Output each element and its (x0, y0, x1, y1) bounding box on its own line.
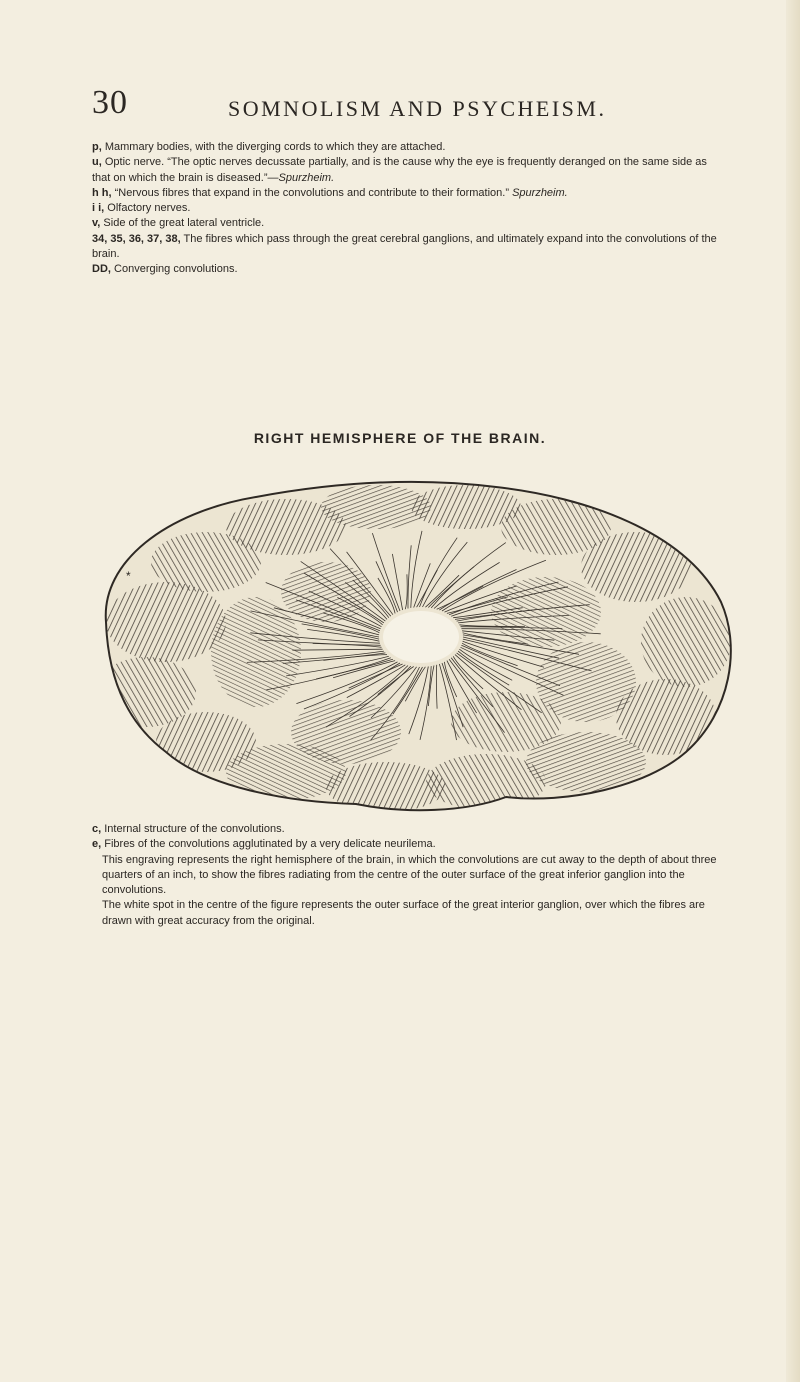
page-header (0, 84, 800, 124)
figure-marker: * (126, 569, 131, 583)
brain-hemisphere-illustration (86, 452, 746, 814)
legend-key: DD, (92, 263, 111, 276)
running-title: SOMNOLISM AND PSYCHEISM. (228, 96, 607, 121)
legend-item-34-38 (92, 232, 722, 263)
legend-key: e, (92, 838, 102, 851)
legend-key: v, (92, 217, 101, 230)
legend-key: c, (92, 823, 102, 835)
legend-text: Optic nerve. “The optic nerves decussate partially, and is the cause why the eye is frequently deranged on the same side as that on which the brain is diseased.”— (92, 156, 707, 184)
legend-item-e (92, 837, 722, 852)
central-ganglion (383, 611, 459, 663)
legend-bottom (92, 822, 722, 929)
legend-text: Mammary bodies, with the diverging cords to which they are attached. (104, 141, 446, 153)
page-edge (786, 0, 800, 1382)
legend-text: Converging convolutions. (114, 263, 238, 276)
legend-item-ii (92, 201, 722, 216)
legend-text: Olfactory nerves. (107, 202, 191, 215)
legend-key: u, (92, 156, 102, 169)
description-paragraph-2: The white spot in the centre of the figure represents the outer surface of the great interior ganglion, over which the fibres are drawn with great accuracy from the original. (102, 899, 705, 927)
description-paragraph-1: This engraving represents the right hemisphere of the brain, in which the convolutions are cut away to the depth of about three quarters of an inch, to show the fibres radiating from the centre of the outer surface of the great inferior ganglion into the convolutions. (102, 853, 717, 897)
legend-text: Internal structure of the convolutions. (104, 823, 285, 835)
legend-key: i i, (92, 202, 105, 215)
legend-item-u (92, 155, 722, 186)
legend-text: The fibres which pass through the great cerebral ganglions, and ultimately expand into the convolutions of the brain. (92, 232, 717, 261)
brain-engraving (86, 452, 746, 814)
legend-text: Fibres of the convolutions agglutinated by a very delicate neurilema. (104, 838, 436, 851)
legend-item-v (92, 216, 722, 231)
legend-key: p, (92, 141, 102, 153)
page-number: 30 (92, 84, 128, 121)
legend-item-c (92, 822, 722, 837)
legend-key: h h, (92, 186, 112, 199)
legend-attribution: Spurzheim. (512, 186, 568, 199)
figure-title: RIGHT HEMISPHERE OF THE BRAIN. (253, 430, 547, 446)
legend-key: 34, 35, 36, 37, 38, (92, 232, 181, 245)
legend-item-dd (92, 262, 722, 277)
legend-top (92, 140, 722, 278)
legend-text: “Nervous fibres that expand in the convolutions and contribute to their formation.” (114, 186, 513, 199)
legend-item-p (92, 140, 722, 155)
legend-item-hh (92, 186, 722, 201)
legend-attribution: Spurzheim. (278, 171, 335, 184)
legend-text: Side of the great lateral ventricle. (103, 217, 265, 230)
